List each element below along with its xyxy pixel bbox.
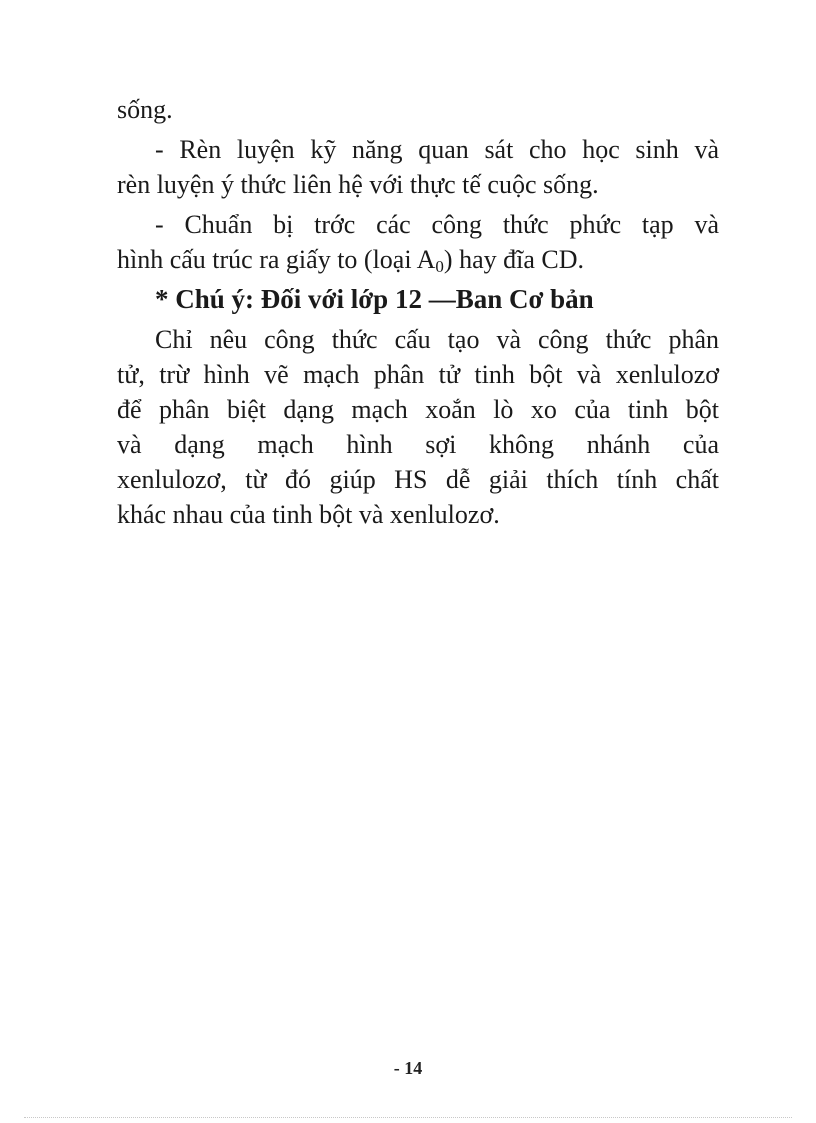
text-line: Chỉ nêu công thức cấu tạo và công thức phân <box>155 325 719 354</box>
page-number: - 14 <box>393 1058 423 1078</box>
text-line: - Chuẩn bị trớc các công thức phức tạp và <box>155 210 719 239</box>
text-segment: ) hay đĩa CD. <box>443 245 584 274</box>
text-line: xenlulozơ, từ đó giúp HS dễ giải thích tính chất <box>117 465 719 494</box>
subscript: 0 <box>435 257 444 276</box>
text-line: và dạng mạch hình sợi không nhánh của <box>117 430 719 459</box>
text-line: - Rèn luyện kỹ năng quan sát cho học sinh và <box>155 135 719 164</box>
document-page <box>117 92 719 532</box>
section-heading: * Chú ý: Đối với lớp 12 —Ban Cơ bản <box>155 284 594 314</box>
text-line: khác nhau của tinh bột và xenlulozơ. <box>117 500 500 529</box>
text-line: tử, trừ hình vẽ mạch phân tử tinh bột và xenlulozơ <box>117 360 719 389</box>
text-line: rèn luyện ý thức liên hệ với thực tế cuộc sống. <box>117 170 599 199</box>
text-segment: hình cấu trúc ra giấy to (loại A <box>117 245 436 274</box>
text-line <box>117 242 719 277</box>
footer-divider <box>24 1117 792 1118</box>
text-line: sống. <box>117 95 173 124</box>
text-line: để phân biệt dạng mạch xoắn lò xo của tinh bột <box>117 395 719 424</box>
